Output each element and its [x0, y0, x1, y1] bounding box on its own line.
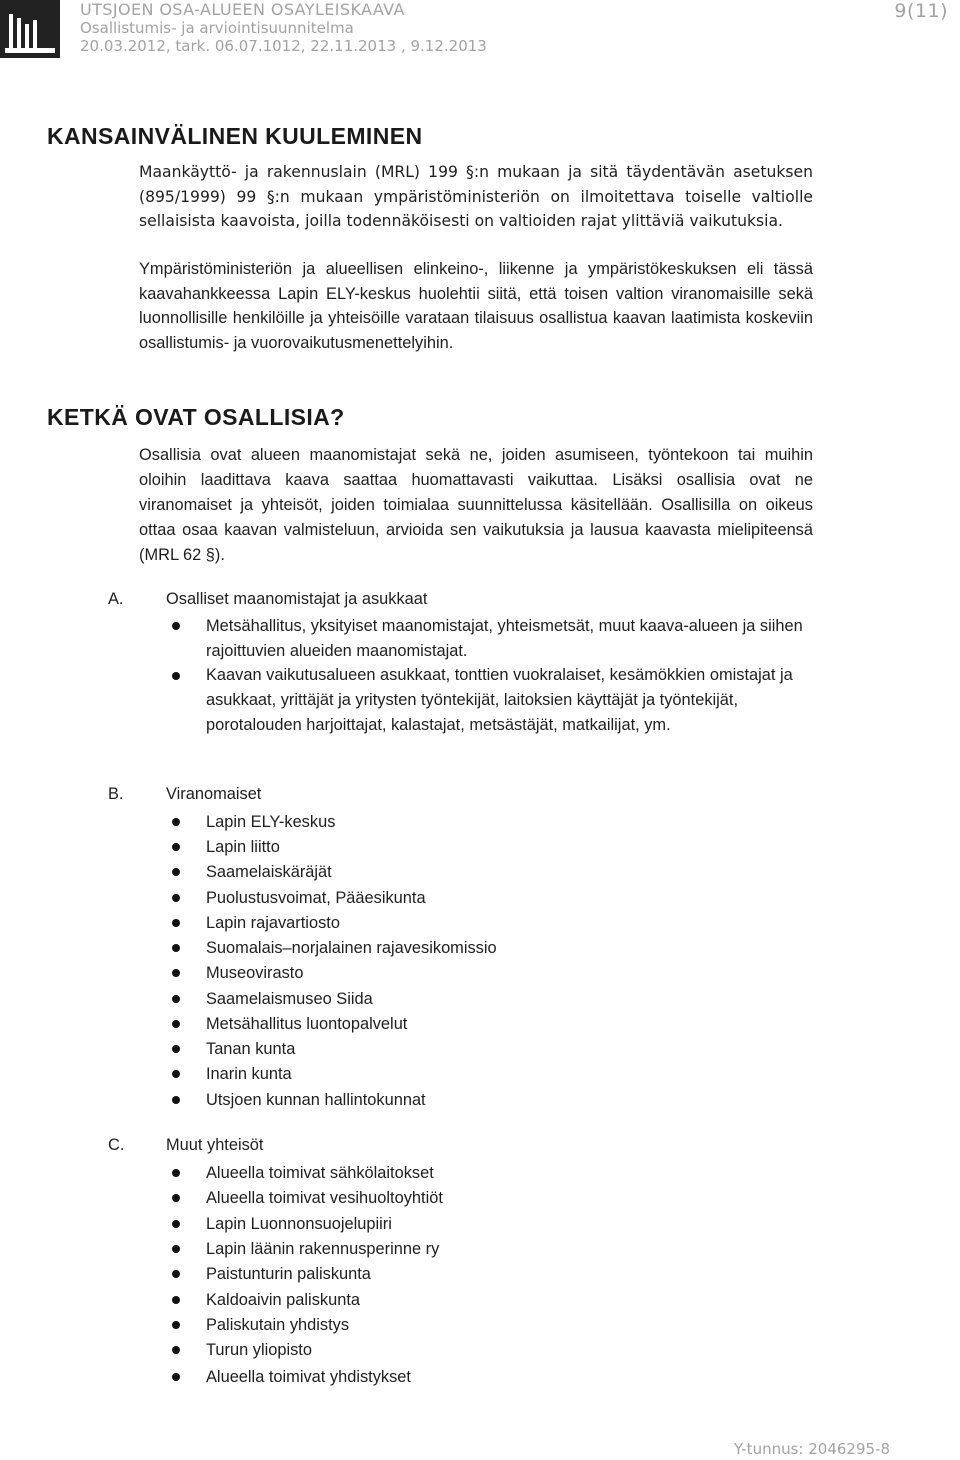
- group-b-title: Viranomaiset: [166, 785, 262, 803]
- list-item: Lapin liitto: [206, 838, 280, 856]
- paragraph-legal-basis: Maankäyttö- ja rakennuslain (MRL) 199 §:n mukaan ja sitä täydentävän asetuksen (895/1999) 99 §:n mukaan ympäristöministeriön on ilmoitettava toiselle valtiolle sellaisista kaavoista, joilla todennäköisesti on valtioiden rajat ylittäviä vaikutuksia.: [139, 163, 813, 230]
- bullet-icon: [172, 1169, 180, 1177]
- bullet-icon: [172, 868, 180, 876]
- paragraph-ely-responsibility: Ympäristöministeriön ja alueellisen elinkeino-, liikenne ja ympäristökeskuksen eli tässä kaavahankkeessa Lapin ELY-keskus huolehtii siitä, että toisen valtion viranomaisille sekä luonnollisille henkilöille ja yhteisöille varataan tilaisuus osallistua kaavan laatimista koskeviin osallistumis- ja vuorovaikutusmenettelyihin.: [139, 260, 813, 352]
- group-c-letter: C.: [108, 1136, 125, 1154]
- list-item: Kaldoaivin paliskunta: [206, 1291, 360, 1309]
- bullet-icon: [172, 1296, 180, 1304]
- company-logo: [0, 0, 60, 58]
- bullet-icon: [172, 1070, 180, 1078]
- list-item: Saamelaiskäräjät: [206, 863, 332, 881]
- bullet-icon: [172, 894, 180, 902]
- list-item: Metsähallitus luontopalvelut: [206, 1015, 408, 1033]
- bullet-icon: [172, 843, 180, 851]
- heading-who-are-stakeholders: KETKÄ OVAT OSALLISIA?: [47, 404, 345, 430]
- list-item: Utsjoen kunnan hallintokunnat: [206, 1091, 426, 1109]
- list-item: Puolustusvoimat, Pääesikunta: [206, 889, 426, 907]
- bullet-icon: [172, 1346, 180, 1354]
- group-b-letter: B.: [108, 785, 124, 803]
- page-number: 9(11): [894, 0, 948, 22]
- bullet-icon: [172, 1220, 180, 1228]
- list-item: Metsähallitus, yksityiset maanomistajat, yhteismetsät, muut kaava-alueen ja siihen rajoittuvien alueiden maanomistajat.: [206, 617, 803, 660]
- bullet-icon: [172, 1194, 180, 1202]
- list-item: Alueella toimivat sähkölaitokset: [206, 1164, 434, 1182]
- document-title: UTSJOEN OSA-ALUEEN OSAYLEISKAAVA: [80, 0, 405, 19]
- list-item: Kaavan vaikutusalueen asukkaat, tonttien vuokralaiset, kesämökkien omistajat ja asukkaat, yrittäjät ja yritysten työntekijät, laitoksien käyttäjät ja työntekijät, porotalouden harjoittajat, kalastajat, metsästäjät, matkailijat, ym.: [206, 666, 793, 734]
- bullet-icon: [172, 672, 180, 680]
- bullet-icon: [172, 1373, 180, 1381]
- bullet-icon: [172, 1020, 180, 1028]
- list-item: Museovirasto: [206, 964, 304, 982]
- list-item: Alueella toimivat vesihuoltoyhtiöt: [206, 1189, 443, 1207]
- paragraph-stakeholders-definition: Osallisia ovat alueen maanomistajat sekä ne, joiden asumiseen, työntekoon tai muihin oloihin laadittava kaava saattaa huomattavasti vaikuttaa. Lisäksi osallisia ovat ne viranomaiset ja yhteisöt, joiden toimialaa suunnittelussa käsitellään. Osallisilla on oikeus ottaa osaa kaavan valmisteluun, arvioida sen vaikutuksia ja lausua kaavasta mielipiteensä (MRL 62 §).: [139, 446, 813, 564]
- bullet-icon: [172, 1045, 180, 1053]
- bullet-icon: [172, 995, 180, 1003]
- group-a-letter: A.: [108, 590, 124, 608]
- group-a-title: Osalliset maanomistajat ja asukkaat: [166, 590, 428, 608]
- list-item: Paistunturin paliskunta: [206, 1265, 371, 1283]
- bullet-icon: [172, 1270, 180, 1278]
- document-subtitle: Osallistumis- ja arviointisuunnitelma: [80, 19, 354, 37]
- document-dates: 20.03.2012, tark. 06.07.1012, 22.11.2013 , 9.12.2013: [80, 37, 487, 55]
- list-item: Lapin Luonnonsuojelupiiri: [206, 1215, 392, 1233]
- list-item: Saamelaismuseo Siida: [206, 990, 373, 1008]
- list-item: Lapin rajavartiosto: [206, 914, 340, 932]
- bullet-icon: [172, 969, 180, 977]
- bullet-icon: [172, 944, 180, 952]
- list-item: Lapin läänin rakennusperinne ry: [206, 1240, 440, 1258]
- list-item: Tanan kunta: [206, 1040, 296, 1058]
- group-c-title: Muut yhteisöt: [166, 1136, 264, 1154]
- list-item: Alueella toimivat yhdistykset: [206, 1368, 411, 1386]
- bullet-icon: [172, 1245, 180, 1253]
- list-item: Inarin kunta: [206, 1065, 292, 1083]
- list-item: Turun yliopisto: [206, 1341, 312, 1359]
- list-item: Lapin ELY-keskus: [206, 813, 336, 831]
- bullet-icon: [172, 1096, 180, 1104]
- list-item: Paliskutain yhdistys: [206, 1316, 350, 1334]
- bullet-icon: [172, 818, 180, 826]
- bullet-icon: [172, 1321, 180, 1329]
- business-id: Y-tunnus: 2046295-8: [733, 1440, 890, 1458]
- list-item: Suomalais–norjalainen rajavesikomissio: [206, 939, 497, 957]
- bullet-icon: [172, 622, 180, 630]
- bullet-icon: [172, 919, 180, 927]
- heading-international-consultation: KANSAINVÄLINEN KUULEMINEN: [47, 123, 423, 149]
